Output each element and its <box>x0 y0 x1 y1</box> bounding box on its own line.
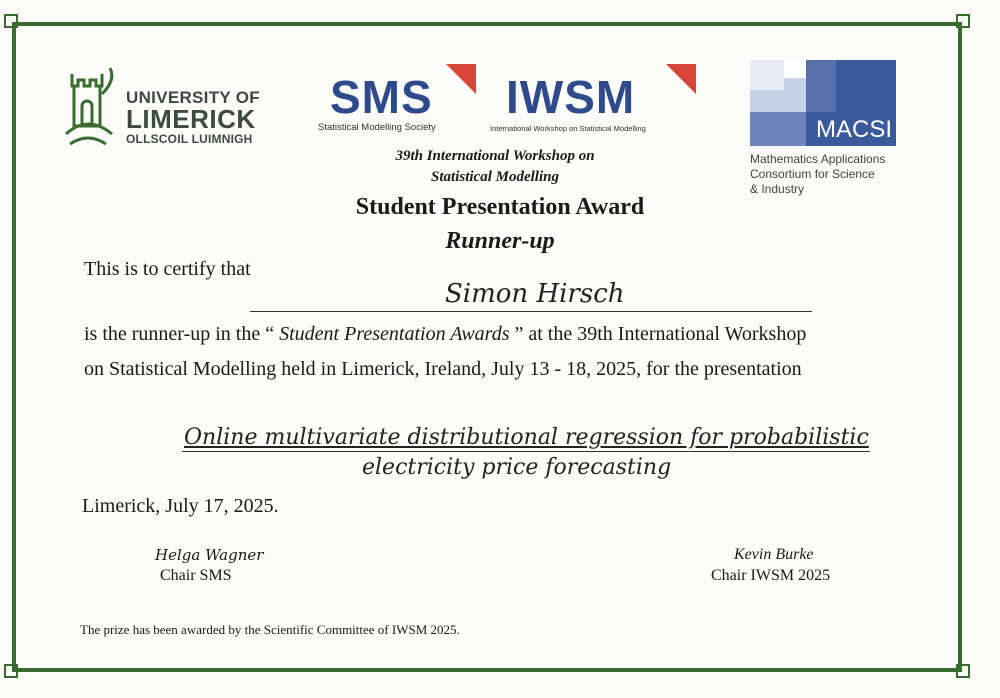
workshop-title <box>370 146 620 188</box>
macsi-subtitle-line2: Consortium for Science <box>750 167 875 181</box>
citation-line1-end: ” at the 39th International Workshop <box>509 323 807 345</box>
signature-right-name: Kevin Burke <box>734 546 814 563</box>
signature-right-role: Chair IWSM 2025 <box>711 567 831 584</box>
corner-ornament <box>4 664 18 678</box>
sms-wordmark: SMS <box>330 71 433 123</box>
corner-ornament <box>956 14 970 28</box>
red-corner-icon <box>666 64 696 94</box>
iwsm-logo <box>490 64 700 138</box>
macsi-subtitle <box>750 152 885 197</box>
ul-name-line3: OLLSCOIL LUIMNIGH <box>126 132 253 146</box>
presentation-title-line2: electricity price forecasting <box>362 455 672 480</box>
citation-line1-start: is the runner-up in the “ <box>84 323 280 345</box>
footnote: The prize has been awarded by the Scientific Committee of IWSM 2025. <box>80 622 460 637</box>
workshop-title-line2: Statistical Modelling <box>431 169 559 185</box>
macsi-subtitle-line1: Mathematics Applications <box>750 152 886 166</box>
place-and-date: Limerick, July 17, 2025. <box>82 495 279 517</box>
award-name: Student Presentation Awards <box>279 323 510 345</box>
iwsm-subtitle: International Workshop on Statistical Modelling <box>490 124 646 133</box>
presentation-title-line1: Online multivariate distributional regression for probabilistic <box>184 425 869 450</box>
citation-line1 <box>84 323 806 346</box>
signature-left-role: Chair SMS <box>160 567 232 584</box>
iwsm-wordmark: IWSM <box>506 71 636 123</box>
citation-line2: on Statistical Modelling held in Limerick, Ireland, July 13 - 18, 2025, for the presentation <box>84 358 802 380</box>
award-title: Student Presentation Award <box>355 194 645 220</box>
corner-ornament <box>956 664 970 678</box>
university-of-limerick-logo <box>62 64 292 154</box>
macsi-emblem <box>750 60 896 146</box>
award-subtitle: Runner-up <box>445 228 555 254</box>
ul-name-line2: LIMERICK <box>126 104 256 134</box>
castle-icon <box>62 64 122 154</box>
corner-ornament <box>4 14 18 28</box>
macsi-wordmark: MACSI <box>815 116 892 143</box>
workshop-title-line1: 39th International Workshop on <box>395 148 595 164</box>
ul-name-line1: UNIVERSITY OF <box>126 88 260 107</box>
sms-logo <box>318 64 478 138</box>
sms-subtitle: Statistical Modelling Society <box>318 122 436 133</box>
macsi-logo <box>748 60 908 205</box>
signature-left-name: Helga Wagner <box>155 546 264 564</box>
name-underline <box>250 311 812 312</box>
macsi-subtitle-line3: & Industry <box>750 182 805 196</box>
recipient-name: Simon Hirsch <box>445 279 625 309</box>
red-corner-icon <box>446 64 476 94</box>
certify-text: This is to certify that <box>84 258 251 280</box>
presentation-underline <box>182 451 870 452</box>
